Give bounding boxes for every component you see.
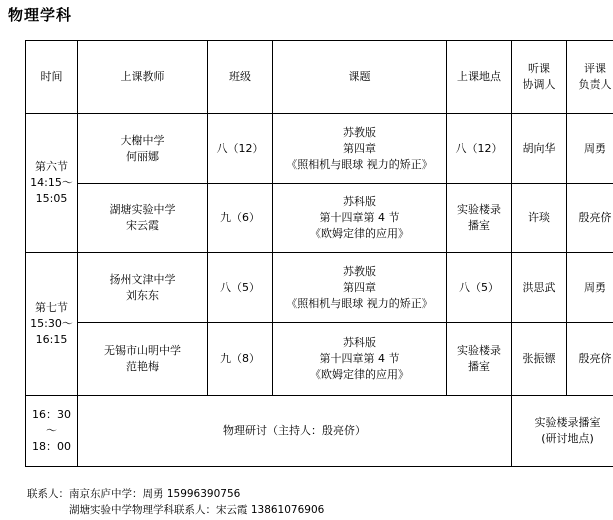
seminar-time-start: 16：30～ [32, 408, 71, 437]
period7-label: 第七节 [35, 301, 68, 314]
period6-time-cell [26, 114, 78, 253]
teacher-name: 何丽娜 [126, 149, 159, 163]
topic-edition: 苏科版 [343, 195, 376, 208]
period7-start: 15:30～ [30, 317, 73, 330]
table-row [26, 184, 613, 253]
location-line2: 播室 [468, 360, 490, 373]
seminar-row [26, 396, 613, 467]
location-line1: 八（5） [459, 280, 499, 294]
header-evaluator-line2: 负责人 [578, 78, 612, 91]
location-cell [447, 114, 512, 184]
location-line2: 播室 [468, 219, 490, 232]
topic-title: 《欧姆定律的应用》 [310, 227, 409, 240]
page-heading: 物理学科 [8, 6, 73, 24]
header-topic: 课题 [273, 41, 447, 114]
teacher-name: 宋云霞 [126, 219, 159, 232]
seminar-time-cell [26, 396, 78, 467]
topic-chapter: 第十四章第 4 节 [319, 211, 400, 224]
topic-cell [273, 253, 447, 323]
period6-end: 15:05 [35, 192, 68, 205]
school-name: 无锡市山明中学 [104, 344, 181, 357]
teacher-name: 刘东东 [126, 288, 159, 302]
topic-cell [273, 114, 447, 184]
location-line1: 八（12） [455, 141, 503, 155]
class-cell: 九（6） [208, 184, 273, 253]
evaluator-cell: 周勇 [567, 114, 613, 184]
teacher-cell [78, 323, 208, 396]
teacher-cell [78, 114, 208, 184]
topic-chapter: 第十四章第 4 节 [319, 352, 400, 365]
header-time: 时间 [26, 41, 78, 114]
seminar-location: 实验楼录播室 [534, 416, 601, 429]
class-cell: 八（12） [208, 114, 273, 184]
class-cell: 九（8） [208, 323, 273, 396]
topic-title: 《欧姆定律的应用》 [310, 368, 409, 381]
school-name: 湖塘实验中学 [109, 203, 176, 216]
school-name: 大榭中学 [120, 133, 165, 147]
evaluator-cell: 周勇 [567, 253, 613, 323]
header-coordinator-line2: 协调人 [522, 78, 556, 91]
period6-start: 14:15～ [30, 176, 73, 189]
seminar-location-cell [512, 396, 613, 467]
header-class: 班级 [208, 41, 273, 114]
teacher-cell [78, 184, 208, 253]
table-row [26, 323, 613, 396]
contact-info [27, 486, 324, 518]
period6-label: 第六节 [35, 160, 68, 173]
teacher-cell [78, 253, 208, 323]
evaluator-cell: 殷亮侪 [567, 323, 613, 396]
table-row [26, 114, 613, 184]
topic-edition: 苏教版 [343, 125, 376, 139]
topic-chapter: 第四章 [343, 141, 376, 155]
seminar-location-note: (研讨地点) [541, 432, 594, 445]
topic-title: 《照相机与眼球 视力的矫正》 [286, 296, 433, 310]
teacher-name: 范艳梅 [126, 360, 159, 373]
topic-cell [273, 184, 447, 253]
location-cell [447, 184, 512, 253]
header-evaluator [567, 41, 613, 114]
coordinator-cell: 洪思武 [512, 253, 567, 323]
topic-title: 《照相机与眼球 视力的矫正》 [286, 157, 433, 171]
header-location: 上课地点 [447, 41, 512, 114]
period7-time-cell [26, 253, 78, 396]
contact-line-2: 湖塘实验中学物理学科联系人：宋云霞 13861076906 [69, 504, 325, 516]
topic-chapter: 第四章 [343, 280, 376, 294]
coordinator-cell: 胡向华 [512, 114, 567, 184]
header-evaluator-line1: 评课 [584, 62, 606, 75]
location-cell [447, 323, 512, 396]
coordinator-cell: 张振镖 [512, 323, 567, 396]
topic-cell [273, 323, 447, 396]
location-cell [447, 253, 512, 323]
table-header-row [26, 41, 613, 114]
contact-line-1: 联系人：南京东庐中学：周勇 15996390756 [27, 488, 241, 500]
school-name: 扬州文津中学 [109, 272, 176, 286]
period7-end: 16:15 [35, 333, 68, 346]
location-line1: 实验楼录 [457, 203, 501, 216]
topic-edition: 苏科版 [343, 336, 376, 349]
seminar-time-end: 18：00 [32, 440, 71, 453]
header-coordinator-line1: 听课 [528, 62, 550, 75]
coordinator-cell: 许琰 [512, 184, 567, 253]
header-teacher: 上课教师 [78, 41, 208, 114]
schedule-table [25, 40, 613, 467]
class-cell: 八（5） [208, 253, 273, 323]
seminar-title-cell: 物理研讨（主持人：殷亮侪） [78, 396, 512, 467]
header-coordinator [512, 41, 567, 114]
table-row [26, 253, 613, 323]
topic-edition: 苏教版 [343, 264, 376, 278]
location-line1: 实验楼录 [457, 344, 501, 357]
evaluator-cell: 殷亮侪 [567, 184, 613, 253]
